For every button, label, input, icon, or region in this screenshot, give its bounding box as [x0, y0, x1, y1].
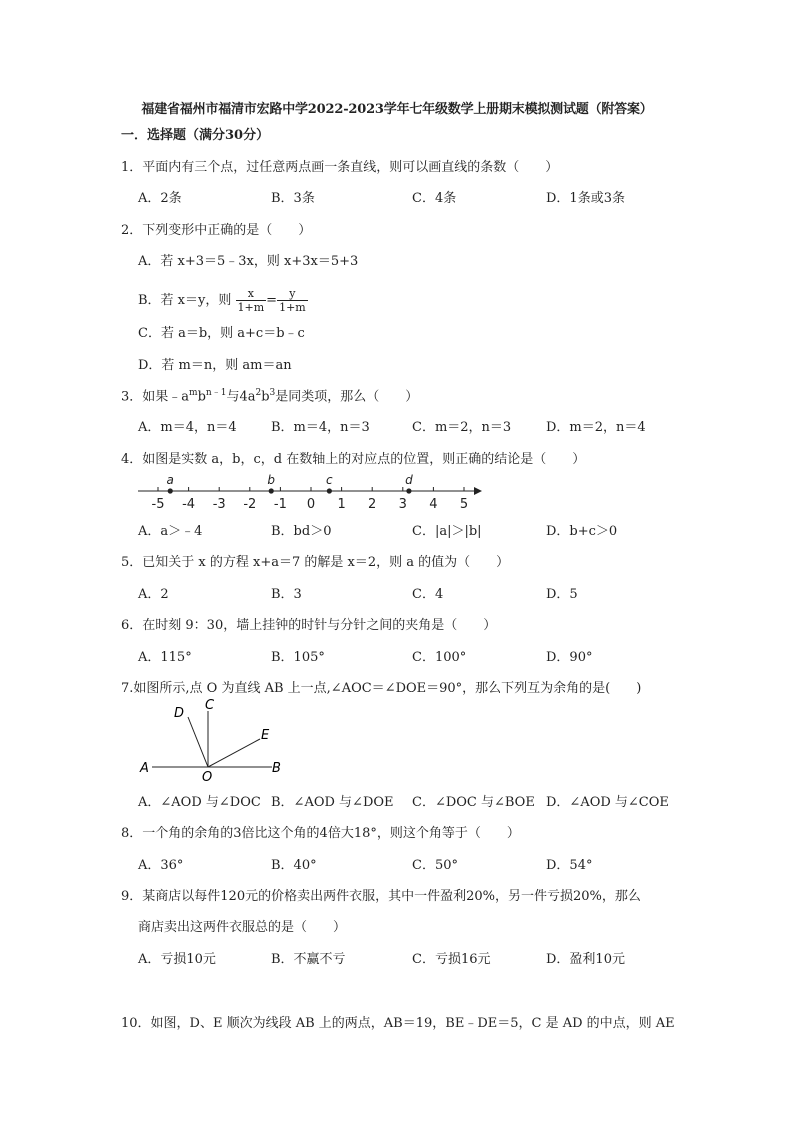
- q3-text: b: [197, 389, 206, 405]
- fraction-x: [236, 287, 267, 314]
- tick-label: -3: [212, 497, 226, 512]
- tick-label: -5: [151, 497, 165, 512]
- q9-option-a: A．亏损10元: [138, 952, 216, 967]
- question-3-stem: [121, 385, 418, 404]
- q4-option-a: A．a＞﹣4: [138, 524, 203, 539]
- question-9-stem-continued: 商店卖出这两件衣服总的是（ ）: [138, 920, 347, 935]
- point-label-c: c: [326, 473, 333, 487]
- q8-option-b: B．40°: [271, 858, 317, 873]
- q6-option-d: D．90°: [546, 650, 593, 665]
- q7-option-b: B．∠AOD 与∠DOE: [271, 795, 394, 810]
- q3-sup: m: [189, 388, 198, 398]
- q2-option-d: D．若 m＝n，则 am＝an: [138, 358, 292, 373]
- label-c: C: [205, 698, 215, 713]
- tick-label: -2: [243, 497, 257, 512]
- q2-option-c: C．若 a＝b，则 a+c＝b﹣c: [138, 326, 305, 341]
- q9-option-c: C．亏损16元: [412, 952, 491, 967]
- question-8-stem: 8．一个角的余角的3倍比这个角的4倍大18°，则这个角等于（ ）: [121, 826, 520, 841]
- tick-label: 3: [398, 497, 407, 512]
- q3-option-b: B．m＝4，n＝3: [271, 420, 370, 435]
- q5-option-c: C．4: [412, 587, 444, 602]
- question-10-stem: 10．如图，D、E 顺次为线段 AB 上的两点，AB＝19，BE﹣DE＝5，C 是 AD 的中点，则 AE: [121, 1016, 675, 1031]
- q3-text: 3．如果﹣a: [121, 389, 190, 405]
- q6-option-a: A．115°: [138, 650, 192, 665]
- point-d: [406, 488, 411, 493]
- tick-label: -1: [273, 497, 287, 512]
- point-label-d: d: [405, 473, 413, 487]
- fraction-y: [277, 287, 308, 314]
- point-c: [327, 488, 332, 493]
- angle-figure: [134, 695, 294, 783]
- section-heading: 一．选择题（满分30分）: [121, 128, 270, 143]
- number-line-figure: [130, 466, 490, 512]
- tick-label: 5: [459, 497, 469, 512]
- q7-option-c: C．∠DOC 与∠BOE: [412, 795, 535, 810]
- question-4-stem: 4．如图是实数 a，b，c，d 在数轴上的对应点的位置，则正确的结论是（ ）: [121, 452, 586, 467]
- q8-option-d: D．54°: [546, 858, 593, 873]
- q3-sup: 3: [269, 388, 276, 398]
- ray-od: [188, 717, 208, 767]
- q1-option-d: D．1条或3条: [546, 191, 625, 206]
- q3-option-c: C．m＝2，n＝3: [412, 420, 512, 435]
- q3-text: b: [261, 389, 270, 405]
- point-label-b: b: [267, 473, 276, 487]
- q4-option-b: B．bd＞0: [271, 524, 332, 539]
- equals-sign: =: [266, 293, 278, 308]
- q3-text: 是同类项，那么（ ）: [275, 389, 419, 405]
- point-a: [168, 488, 173, 493]
- question-6-stem: 6．在时刻 9：30，墙上挂钟的时针与分针之间的夹角是（ ）: [121, 618, 497, 633]
- q1-option-a: A．2条: [138, 191, 182, 206]
- q9-option-d: D．盈利10元: [546, 952, 625, 967]
- q3-sup: 2: [255, 388, 262, 398]
- tick-label: 4: [429, 497, 438, 512]
- q5-option-d: D．5: [546, 587, 578, 602]
- q8-option-c: C．50°: [412, 858, 458, 873]
- q1-option-b: B．3条: [271, 191, 315, 206]
- page-title: 福建省福州市福清市宏路中学2022-2023学年七年级数学上册期末模拟测试题（附答案）: [141, 102, 653, 117]
- fraction-numerator: y: [277, 287, 308, 301]
- q5-option-a: A．2: [138, 587, 169, 602]
- q4-option-d: D．b+c＞0: [546, 524, 618, 539]
- point-b: [269, 488, 274, 493]
- tick-label: 1: [337, 497, 346, 512]
- q8-option-a: A．36°: [138, 858, 184, 873]
- fraction-denominator: 1+m: [237, 301, 265, 314]
- question-2-stem: 2．下列变形中正确的是（ ）: [121, 223, 312, 238]
- q3-text: 与4a: [226, 389, 256, 405]
- q2-option-a: A．若 x+3＝5﹣3x，则 x+3x＝5+3: [138, 254, 359, 269]
- q1-option-c: C．4条: [412, 191, 457, 206]
- label-b: B: [272, 761, 281, 776]
- ray-oe: [208, 739, 260, 767]
- q3-option-a: A．m＝4，n＝4: [138, 420, 237, 435]
- label-d: D: [174, 706, 185, 721]
- q6-option-c: C．100°: [412, 650, 467, 665]
- tick-label: -4: [182, 497, 196, 512]
- question-1-stem: 1．平面内有三个点，过任意两点画一条直线，则可以画直线的条数（ ）: [121, 160, 559, 175]
- q9-option-b: B．不赢不亏: [271, 952, 346, 967]
- question-7-stem: 7.如图所示,点 O 为直线 AB 上一点,∠AOC＝∠DOE＝90°，那么下列互为余角的是( ): [121, 681, 642, 696]
- label-e: E: [261, 728, 270, 743]
- q5-option-b: B．3: [271, 587, 302, 602]
- q7-option-d: D．∠AOD 与∠COE: [546, 795, 669, 810]
- q3-option-d: D．m＝2，n＝4: [546, 420, 646, 435]
- q4-option-c: C．|a|＞|b|: [412, 524, 482, 539]
- point-label-a: a: [166, 473, 174, 487]
- q2-option-b-text: B．若 x＝y，则: [138, 293, 232, 308]
- label-a: A: [140, 761, 149, 776]
- fraction-denominator: 1+m: [279, 301, 306, 314]
- q6-option-b: B．105°: [271, 650, 325, 665]
- number-line-arrow: [474, 487, 482, 495]
- tick-label: 0: [306, 497, 316, 512]
- tick-label: 2: [368, 497, 377, 512]
- q2-option-b: [138, 287, 308, 314]
- fraction-numerator: x: [236, 287, 267, 301]
- label-o: O: [202, 770, 213, 783]
- q7-option-a: A．∠AOD 与∠DOC: [138, 795, 261, 810]
- q3-sup: n﹣1: [205, 388, 227, 398]
- question-5-stem: 5．已知关于 x 的方程 x+a＝7 的解是 x＝2，则 a 的值为（ ）: [121, 555, 510, 570]
- question-9-stem: 9．某商店以每件120元的价格卖出两件衣服，其中一件盈利20%，另一件亏损20%，那么: [121, 889, 641, 904]
